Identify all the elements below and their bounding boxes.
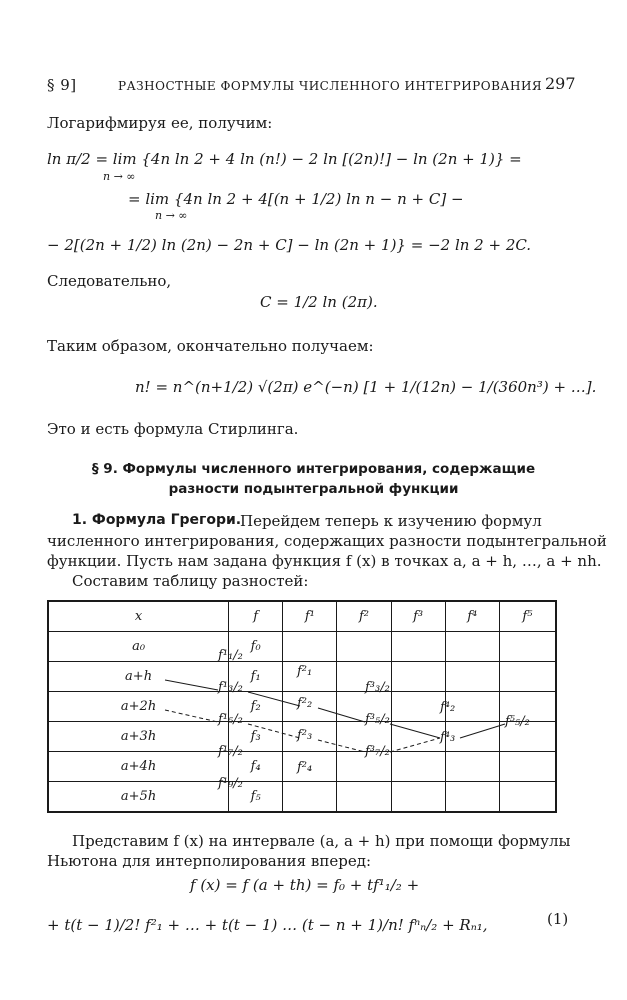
paragraph-line-4: Составим таблицу разностей: [72,572,309,590]
cell-x: a+h [48,662,229,692]
header-f: f [229,601,283,632]
diff-f4-0: f⁴₂ [440,700,456,715]
solid-line [248,692,300,706]
section-heading-line-2: разности подынтегральной функции [168,481,459,497]
after-line-2: Ньютона для интерполирования вперед: [47,852,372,870]
equation-4b: + t(t − 1)/2! f²₁ + … + t(t − 1) … (t − n + 1)/n! fⁿₙ/₂ + Rₙ₁, [47,916,488,934]
header-f5: f⁵ [499,601,556,632]
header-f4: f⁴ [445,601,499,632]
page-number: 297 [545,74,576,93]
paragraph-2: Следовательно, [47,272,172,290]
paragraph-3: Таким образом, окончательно получаем: [47,337,374,355]
paragraph-line-1: Перейдем теперь к изучению формул [240,512,542,530]
cell-f: f₂ [229,692,283,722]
diff-f4-1: f⁴₃ [440,730,456,745]
paragraph-1: Логарифмируя ее, получим: [47,114,273,132]
dashed-line [165,710,218,722]
cell-f: f₁ [229,662,283,692]
header-title: РАЗНОСТНЫЕ ФОРМУЛЫ ЧИСЛЕННОГО ИНТЕГРИРОВАНИЯ [118,79,543,93]
paragraph-line-3: функции. Пусть нам задана функция f (x) в точках a, a + h, …, a + nh. [47,552,602,570]
paragraph-line-2: численного интегрирования, содержащих разности подынтегральной [47,532,607,550]
cell-x: a₀ [48,632,229,662]
diff-f1-3: f¹₇/₂ [218,744,243,759]
diff-f1-2: f¹₅/₂ [218,712,243,727]
diff-f1-1: f¹₃/₂ [218,680,243,695]
diff-f2-3: f²₄ [297,760,313,775]
header-f3: f³ [391,601,445,632]
header-f2: f² [337,601,391,632]
diff-f3-0: f³₃/₂ [365,680,390,695]
dashed-line [248,724,300,738]
paragraph-title: 1. Формула Грегори. [72,512,242,528]
cell-x: a+5h [48,782,229,813]
equation-1c: − 2[(2n + 1/2) ln (2n) − 2n + C] − ln (2n + 1)} = −2 ln 2 + 2C. [47,236,532,254]
limit-subscript-1: n → ∞ [103,170,136,183]
equation-1b: = lim {4n ln 2 + 4[(n + 1/2) ln n − n + C] − [128,190,464,208]
after-line-1: Представим f (x) на интервале (a, a + h) при помощи формулы [72,832,571,850]
cell-x: a+2h [48,692,229,722]
equation-number: (1) [547,910,569,928]
diff-f2-0: f²₁ [297,664,313,679]
solid-line [165,680,218,690]
equation-stirling: n! = n^(n+1/2) √(2π) e^(−n) [1 + 1/(12n) − 1/(360n³) + …]. [135,378,597,396]
dashed-line [318,740,365,752]
equation-4a: f (x) = f (a + th) = f₀ + tf¹₁/₂ + [190,876,420,894]
section-heading-line-1: § 9. Формулы численного интегрирования, содержащие [91,461,536,477]
cell-f: f₀ [229,632,283,662]
cell-x: a+3h [48,722,229,752]
diff-f1-4: f¹₉/₂ [218,776,243,791]
diff-f2-1: f²₂ [297,696,313,711]
diff-f2-2: f²₃ [297,728,313,743]
solid-line [460,724,505,738]
cell-x: a+4h [48,752,229,782]
header-section: § 9] [47,76,77,94]
header-f1: f¹ [283,601,337,632]
limit-subscript-2: n → ∞ [155,209,188,222]
equation-1a: ln π/2 = lim {4n ln 2 + 4 ln (n!) − 2 ln [(2n)!] − ln (2n + 1)} = [47,150,522,168]
cell-f: f₄ [229,752,283,782]
diff-f1-0: f¹₁/₂ [218,648,243,663]
diff-f3-2: f³₇/₂ [365,744,390,759]
solid-line [390,724,440,738]
diff-f3-1: f³₅/₂ [365,712,390,727]
equation-2: C = 1/2 ln (2π). [260,293,378,311]
paragraph-4: Это и есть формула Стирлинга. [47,420,299,438]
dashed-line [390,738,440,752]
cell-f: f₅ [229,782,283,813]
diff-f5-0: f⁵₅/₂ [505,714,530,729]
solid-line [318,708,365,722]
header-x: x [48,601,229,632]
cell-f: f₃ [229,722,283,752]
